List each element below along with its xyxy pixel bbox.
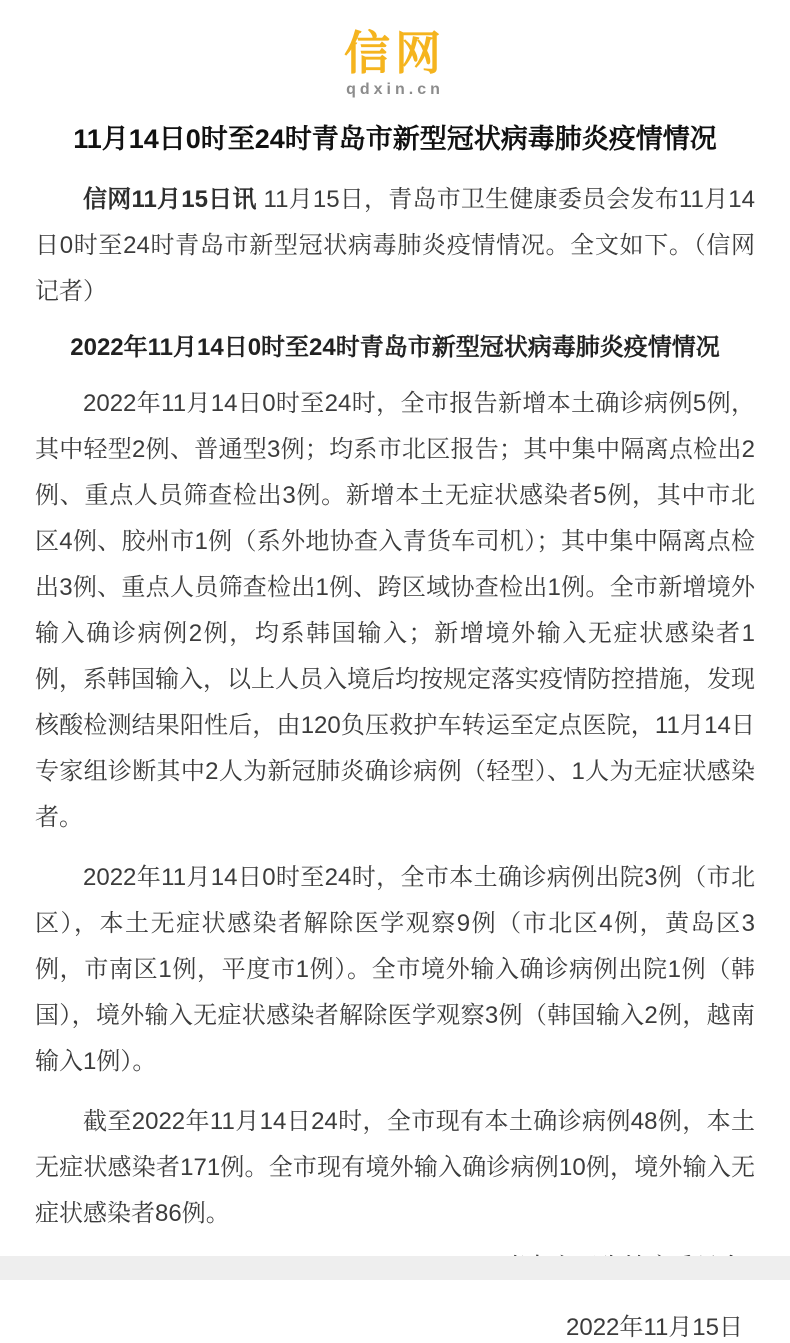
signature-date: 2022年11月15日 — [566, 1313, 743, 1341]
intro-text: 11月15日，青岛市卫生健康委员会发布11月14日0时至24时青岛市新型冠状病毒肺炎疫情情况。全文如下。（信网记者） — [35, 185, 755, 305]
article-subtitle: 2022年11月14日0时至24时青岛市新型冠状病毒肺炎疫情情况 — [70, 333, 720, 361]
body-paragraph: 截至2022年11月14日24时，全市现有本土确诊病例48例，本土无症状感染者171例。全市现有境外输入确诊病例10例，境外输入无症状感染者86例。 — [35, 1107, 755, 1227]
intro-source-label: 信网11月15日讯 — [83, 185, 257, 213]
site-logo-domain: qdxin.cn — [346, 80, 444, 98]
body-paragraph: 2022年11月14日0时至24时，全市本土确诊病例出院3例（市北区），本土无症状感染者解除医学观察9例（市北区4例，黄岛区3例，市南区1例，平度市1例）。全市境外输入确诊病例出院1例（韩国），境外输入无症状感染者解除医学观察3例（韩国输入2例，越南输入1例）。 — [35, 863, 755, 1075]
body-paragraph: 2022年11月14日0时至24时，全市报告新增本土确诊病例5例，其中轻型2例、普通型3例；均系市北区报告；其中集中隔离点检出2例、重点人员筛查检出3例。新增本土无症状感染者5例，其中市北区4例、胶州市1例（系外地协查入青货车司机）；其中集中隔离点检出3例、重点人员筛查检出1例、跨区域协查检出1例。全市新增境外输入确诊病例2例，均系韩国输入；新增境外输入无症状感染者1例，系韩国输入，以上人员入境后均按规定落实疫情防控措施，发现核酸检测结果阳性后，由120负压救护车转运至定点医院，11月14日专家组诊断其中2人为新冠肺炎确诊病例（轻型）、1人为无症状感染者。 — [35, 389, 755, 831]
bottom-separator — [0, 1256, 790, 1280]
site-logo-text[interactable]: 信网 — [344, 27, 446, 79]
intro-paragraph — [35, 177, 755, 315]
article-body — [35, 177, 755, 1343]
article-title: 11月14日0时至24时青岛市新型冠状病毒肺炎疫情情况 — [73, 123, 717, 154]
site-logo[interactable] — [35, 28, 755, 99]
